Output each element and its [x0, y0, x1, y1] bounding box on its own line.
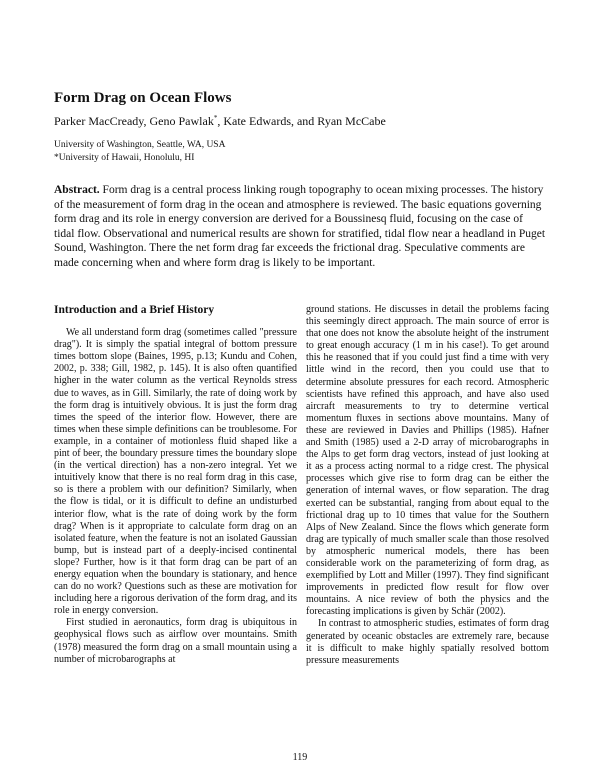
- abstract-label: Abstract.: [54, 184, 100, 196]
- paragraph: In contrast to atmospheric studies, estimates of form drag generated by oceanic obstacles are extremely rare, because it is difficult to make highly spatially resolved bottom pressure measurements: [306, 618, 549, 666]
- abstract: [54, 183, 546, 271]
- authors-part-1: Parker MacCready, Geno Pawlak: [54, 114, 214, 128]
- affiliation-marker: *: [213, 114, 218, 122]
- authors-part-2: , Kate Edwards, and Ryan McCabe: [217, 114, 386, 128]
- paragraph: First studied in aeronautics, form drag is ubiquitous in geophysical flows such as airflow over mountains. Smith (1978) measured the form drag on a small mountain using a number of microbarographs at: [54, 617, 297, 665]
- affiliations: [54, 139, 225, 164]
- paragraph: We all understand form drag (sometimes called "pressure drag"). It is simply the spatial integral of bottom pressure times bottom slope (Baines, 1995, p.13; Kundu and Cohen, 2002, p. 338; Gill, 1982, p. 145). It is also often quantified higher in the water column as the vertical Reynolds stress due to waves, as in Gill. Similarly, the rate of doing work by the form drag is intuitively obvious. It is just the form drag times the speed of the interior flow. However, there are times when these simple definitions can be troublesome. For example, in a container of motionless fluid shaped like a pint of beer, the boundary pressure times the boundary slope (in the vertical direction) has a non-zero integral. Yet we intuitively know that there is no real form drag in this case, so is there a problem with our definition? Similarly, when the flow is tidal, or it is difficult to define an undisturbed interior flow, what is the rate of doing work by the form drag? When is it appropriate to calculate form drag on an isolated feature, when the feature is not an isolated Gaussian bump, but is instead part of a deeply-incised continental slope? Further, how is it that form drag can be part of an energy equation when the boundary is stationary, and hence can do no work? Questions such as these are motivation for including here a rigorous derivation of the form drag, and its role in energy conversion.: [54, 327, 297, 617]
- paragraph: ground stations. He discusses in detail the problems facing this seemingly direct approach. The main source of error is that one does not know the absolute height of the instrument to great enough accuracy (1 m in his case!). To get around this he reasoned that if you could just find a time with very little wind in the record, then you could use that to determine absolute pressures for each record. Atmospheric scientists have refined this approach, and have also used aircraft measurements to try to determine vertical momentum fluxes in sections above mountains. Many of these are reviewed in Davies and Phillips (1985). Hafner and Smith (1985) used a 2-D array of microbarographs in the Alps to get form drag vectors, instead of just looking at it as a process acting normal to a ridge crest. The physical processes which give rise to form drag can be either the generation of internal waves, or flow separation. The drag exerted can be substantial, ranging from about equal to the frictional drag up to 10 times that value for the Southern Alps of New Zealand. Since the flows which generate form drag are typically of much smaller scale than those resolved by atmospheric numerical models, there has been considerable work on the parameterizing of form drag, as exemplified by Lott and Miller (1997). They find significant improvements in predicted flow result for flow over mountains. A nice review of both the physics and the forecasting implications is given by Schär (2002).: [306, 304, 549, 618]
- author-list: [54, 114, 386, 129]
- right-column: [306, 304, 549, 667]
- paper-title: Form Drag on Ocean Flows: [54, 90, 232, 106]
- page-number: 119: [292, 752, 308, 763]
- affiliation-2: *University of Hawaii, Honolulu, HI: [54, 152, 195, 163]
- affiliation-1: University of Washington, Seattle, WA, USA: [54, 140, 226, 150]
- left-column: [54, 304, 297, 666]
- abstract-text: Form drag is a central process linking rough topography to ocean mixing processes. The history of the measurement of form drag in the ocean and atmosphere is reviewed. The basic equations governing form drag and its role in energy conversion are derived for a Boussinesq fluid, focusing on the case of tidal flow. Observational and numerical results are shown for stratified, tidal flow near a headland in Puget Sound, Washington. There the net form drag far exceeds the frictional drag. Speculative comments are made concerning when and where form drag is likely to be important.: [54, 184, 546, 269]
- section-heading: Introduction and a Brief History: [54, 304, 215, 316]
